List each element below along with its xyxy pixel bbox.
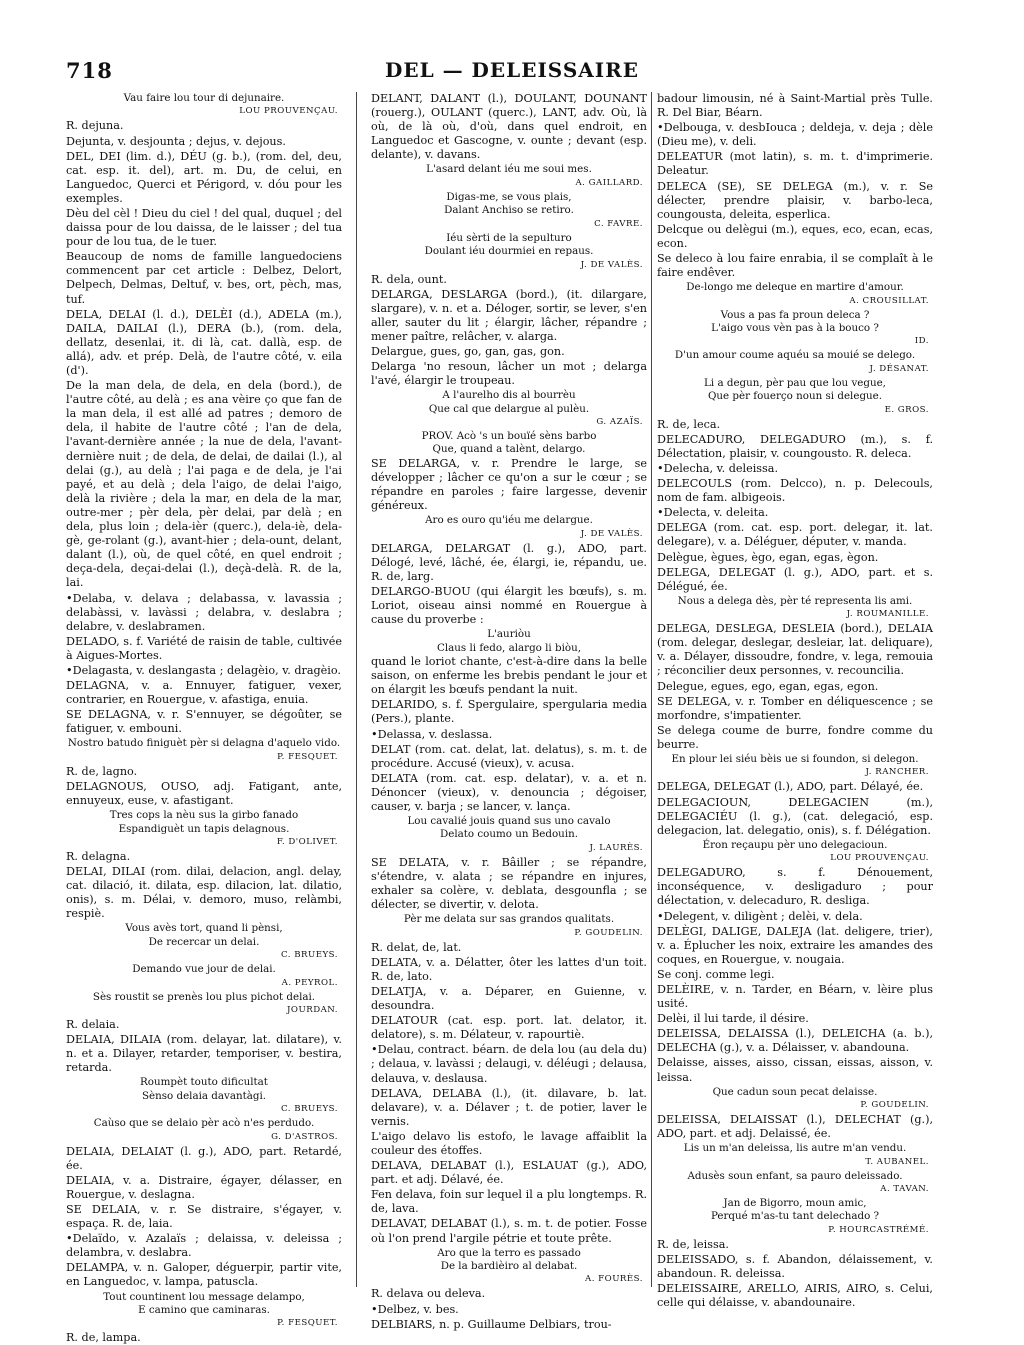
quotation-line: Que cadun soun pecat delaisse.: [712, 1085, 878, 1098]
quotation-line: Demando vue jour de delai.: [132, 963, 276, 976]
quotation-line: De recercar un delai.: [148, 935, 260, 948]
quotation-line: Que pèr fouerço noun si delegue.: [707, 390, 883, 403]
running-head: DEL — DELEISSAIRE: [384, 58, 639, 82]
quotation-line: Roumpèt touto dificultat: [140, 1076, 268, 1089]
quotation-line: Adusès soun enfant, sa pauro deleissado.: [687, 1169, 903, 1182]
quotation-line: Que cal que delargue al pulèu.: [428, 402, 590, 415]
quotation-author: J. DE VALÈS.: [580, 259, 643, 270]
dictionary-entry: DELARIDO, s. f. Spergulaire, spergularia media (Pers.), plante.: [371, 698, 647, 726]
dictionary-entry: Se conj. comme legi.: [657, 967, 775, 981]
dictionary-entry: DELEGA, DESLEGA, DESLEIA (bord.), DELAIA (rom. delegar, deslegar, desleiar, lat. deliquare), v. a. Délayer, dissoudre, fondre, v. lega, remouia ; réconcilier deux personnes, v. recouncilia.: [657, 622, 933, 678]
quotation-line: Aro es ouro qu'iéu me delargue.: [425, 514, 593, 527]
quotation-line: En plour lei siéu bèis ue si foundon, si delegon.: [671, 753, 919, 766]
quotation-line: Éron reçaupu pèr uno delegacioun.: [702, 838, 888, 851]
quotation-line: Que, quand a talènt, delargo.: [432, 443, 586, 456]
column-divider: [651, 92, 652, 1287]
dictionary-entry: •Delecta, v. deleita.: [657, 506, 769, 520]
quotation-line: D'un amour coume aquéu sa mouié se delego.: [674, 349, 916, 362]
dictionary-entry: DELEGA, DELEGAT (l. g.), ADO, part. et s. Délégué, ée.: [657, 565, 933, 593]
quotation-line: Tres cops la nèu sus la girbo fanado: [109, 809, 299, 822]
dictionary-entry: DELATOUR (cat. esp. port. lat. delator, it. delatore), s. m. Délateur, v. rapourtiè.: [371, 1014, 647, 1042]
quotation-line: E camino que caminaras.: [138, 1303, 270, 1316]
dictionary-entry: •Delegent, v. diligènt ; delèi, v. dela.: [657, 909, 863, 923]
dictionary-entry: DELEGA (rom. cat. esp. port. delegar, it. lat. delegare), v. a. Déléguer, députer, v. manda.: [657, 521, 933, 549]
quotation-line: Vau faire lou tour di dejunaire.: [123, 92, 285, 104]
quotation-author: P. GOUDELIN.: [860, 1100, 929, 1111]
dictionary-entry: DELARGA, DELARGAT (l. g.), ADO, part. Délogé, levé, lâché, ée, élargi, ie, répandu, ue. R. de, larg.: [371, 541, 647, 583]
quotation-author: A. TAVAN.: [880, 1184, 929, 1195]
dictionary-entry: R. de, leca.: [657, 417, 721, 431]
dictionary-entry: DELECA (SE), SE DELEGA (m.), v. r. Se délecter, prendre plaisir, v. barbo-leca, coungousta, deleita, esperlica.: [657, 179, 933, 221]
quotation-line: Vous avès tort, quand li pènsi,: [125, 922, 283, 935]
dictionary-entry: SE DELEGA, v. r. Tomber en déliquescence ; se morfondre, s'impatienter.: [657, 694, 933, 722]
dictionary-entry: DELBIARS, n. p. Guillaume Delbiars, trou-: [371, 1317, 612, 1331]
quotation-author: C. FAVRE.: [594, 218, 643, 229]
dictionary-entry: Delarga 'no resoun, lâcher un mot ; delarga l'avé, élargir le troupeau.: [371, 360, 647, 388]
dictionary-entry: Delargue, gues, go, gan, gas, gon.: [371, 344, 565, 358]
quotation-line: Doulant iéu dourmiei en repaus.: [424, 245, 594, 258]
dictionary-entry: R. delaia.: [66, 1018, 120, 1032]
column-right: [657, 92, 933, 1310]
quotation-line: Nostro batudo finiguèt pèr si delagna d'aquelo vido.: [67, 737, 341, 750]
quotation-author: A. FOURÈS.: [585, 1274, 643, 1285]
dictionary-entry: DELANT, DALANT (l.), DOULANT, DOUNANT (rouerg.), OULANT (querc.), LANT, adv. Où, là où, de là où, d'où, dans quel endroit, en Languedoc et Gascogne, v. ounte ; devant (esp. delante), v. davans.: [371, 92, 647, 162]
quotation-line: Vous a pas fa proun deleca ?: [720, 308, 870, 321]
quotation-line: A l'aurelho dis al bourrèu: [442, 389, 576, 402]
quotation-author: C. BRUEYS.: [280, 1104, 338, 1115]
quotation-author: J. RANCHER.: [865, 767, 929, 778]
dictionary-entry: Fen delava, foin sur lequel il a plu longtemps. R. de, lava.: [371, 1188, 647, 1216]
quotation-line: De-longo me deleque en martire d'amour.: [686, 281, 904, 294]
quotation-line: Lou cavalié jouis quand sus uno cavalo: [407, 815, 611, 828]
dictionary-entry: DELAIA, DELAIAT (l. g.), ADO, part. Retardé, ée.: [66, 1144, 342, 1172]
quotation-line: Espandiguèt un tapis delagnous.: [118, 822, 290, 835]
dictionary-entry: DELA, DELAI (l. d.), DELÈI (d.), ADELA (m.), DAILA, DAILAI (l.), DERA (b.), (rom. dela, dellatz, desenlai, it. di là, cat. dallà, esp. de allá), adv. et prép. Delà, de l'autre côté, v. eila (d').: [66, 307, 342, 377]
dictionary-entry: R. dela, ount.: [371, 272, 447, 286]
dictionary-entry: R. delava ou deleva.: [371, 1287, 486, 1301]
dictionary-entry: DELECOULS (rom. Delcco), n. p. Delecouls, nom de fam. albigeois.: [657, 477, 933, 505]
dictionary-entry: Se delega coume de burre, fondre comme du beurre.: [657, 723, 933, 751]
quotation-line: Caùso que se delaio pèr acò n'es perdudo.: [93, 1117, 315, 1130]
dictionary-entry: SE DELAIA, v. r. Se distraire, s'égayer, v. espaça. R. de, laia.: [66, 1203, 342, 1231]
quotation-line: L'aigo vous vèn pas à la bouco ?: [711, 322, 879, 335]
quotation-line: Pèr me delata sur sas grandos qualitats.: [403, 913, 615, 926]
quotation-author: J. ROUMANILLE.: [846, 609, 929, 620]
dictionary-entry: •Delbouga, v. desbIouca ; deldeja, v. deja ; dèle (Dieu me), v. deli.: [657, 121, 933, 149]
quotation-line: Aro que la terro es passado: [437, 1246, 581, 1259]
dictionary-entry: •Delagasta, v. deslangasta ; delagèio, v. dragèio.: [66, 663, 341, 677]
quotation-line: Delato coumo un Bedouin.: [439, 828, 579, 841]
quotation-author: G. D'ASTROS.: [271, 1131, 338, 1142]
dictionary-entry: DELEGA, DELEGAT (l.), ADO, part. Délayé, ée.: [657, 780, 924, 794]
quotation-author: LOU PROUVENÇAU.: [239, 106, 338, 117]
column-left: [66, 92, 342, 1345]
dictionary-entry: Dèu del cèl ! Dieu du ciel ! del qual, duquel ; del daissa pour de lou daissa, de le laisser ; del tua pour de lou tua, de le tuer.: [66, 206, 342, 249]
dictionary-entry: DELATA (rom. cat. esp. delatar), v. a. et n. Dénoncer (vieux), v. denouncia ; dégoiser, causer, v. barja ; se lancer, v. lança.: [371, 771, 647, 813]
dictionary-entry: DELEATUR (mot latin), s. m. t. d'imprimerie. Deleatur.: [657, 150, 933, 178]
dictionary-entry: DELARGA, DESLARGA (bord.), (it. dilargare, slargare), v. n. et a. Déloger, sortir, se lever, s'en aller, sauter du lit ; élargir, lâcher, répandre ; mener paître, relâcher, v. alarga.: [371, 287, 647, 343]
quotation-line: Perqué m'as-tu tant delechado ?: [710, 1210, 880, 1223]
dictionary-entry: Delcque ou delègui (m.), eques, eco, ecan, ecas, econ.: [657, 222, 933, 250]
dictionary-entry: DELECADURO, DELEGADURO (m.), s. f. Délectation, plaisir, v. coungousto. R. deleca.: [657, 432, 933, 460]
dictionary-entry: Se deleco à lou faire enrabia, il se complaît à le faire endêver.: [657, 252, 933, 280]
dictionary-entry: SE DELAGNA, v. r. S'ennuyer, se dégoûter, se fatiguer, v. embouni.: [66, 708, 342, 736]
dictionary-entry: DELATA, v. a. Délatter, ôter les lattes d'un toit. R. de, lato.: [371, 955, 647, 983]
quotation-line: Digas-me, se vous plais,: [446, 190, 572, 203]
dictionary-entry: DELARGO-BUOU (qui élargit les bœufs), s. m. Loriot, oiseau ainsi nommé en Rouergue à cause du proverbe :: [371, 584, 647, 627]
quotation-author: J. DE VALÈS.: [580, 528, 643, 539]
quotation-line: Jan de Bigorro, moun amic,: [723, 1197, 867, 1210]
dictionary-entry: De la man dela, de dela, en dela (bord.), de l'autre côté, au delà ; es ana vèire ço que fan de la man dela, il est allé ad patres ; demoro de dela, il habite de l'autre côté ; l'an de dela, l'avant-dernière année ; la nue de dela, l'avant-dernière nuit ; de dela, de delai, de dailai (l.), al delai (g.), au delà ; l'ai paga e de dela, je l'ai payé, et au delà ; dela l'aigo, de delai l'aigo, delà la rivière ; dela la mar, en dela de la mar, outre-mer ; pèr dela, pèr delai, par delà ; en dela, plus loin ; dela-ièr (querc.), dela-iè, dela-gè, ge-rolant (g.), avant-hier ; dela-ount, delant, dalant (l.), où, de quel côté, en quel endroit ; deça-dela, deçai-delai (l.), deçà-delà. R. de la, lai.: [66, 379, 342, 590]
dictionary-entry: Delaisse, aisses, aisso, cissan, eissas, aisson, v. leissa.: [657, 1056, 933, 1084]
dictionary-entry: DELAGNA, v. a. Ennuyer, fatiguer, vexer, contrarier, en Rouergue, v. afastiga, enuia.: [66, 679, 342, 707]
quotation-author: G. AZAÏS.: [596, 417, 643, 428]
quotation-author: JOURDAN.: [286, 1005, 338, 1016]
dictionary-entry: •Delassa, v. deslassa.: [371, 727, 493, 741]
dictionary-entry: DELAMPA, v. n. Galoper, déguerpir, partir vite, en Languedoc, v. lampa, patuscla.: [66, 1261, 342, 1289]
dictionary-entry: DELAVA, DELABA (l.), (it. dilavare, b. lat. delavare), v. a. Délaver ; t. de potier, laver le vernis.: [371, 1086, 647, 1128]
dictionary-entry: DELAGNOUS, OUSO, adj. Fatigant, ante, ennuyeux, euse, v. afastigant.: [66, 779, 342, 808]
quotation-line: Tout countinent lou message delampo,: [103, 1290, 305, 1303]
dictionary-entry: DELAI, DILAI (rom. dilai, delacion, angl. delay, cat. dilació, it. dilata, esp. dilacion, lat. dilatio, onis), s. m. Délai, v. demoro, muso, relàmbi, respiè.: [66, 865, 342, 921]
dictionary-entry: Beaucoup de noms de famille languedociens commencent par cet article : Delbez, Delort, Delpech, Delmas, Deltuf, v. bes, ort, pèch, mas, tuf.: [66, 250, 342, 306]
quotation-author: P. FESQUET.: [277, 1318, 338, 1329]
quotation-author: LOU PROUVENÇAU.: [830, 853, 929, 864]
dictionary-entry: DELAT (rom. cat. delat, lat. delatus), s. m. t. de procédure. Accusé (vieux), v. acusa.: [371, 742, 647, 770]
quotation-line: De la bardièiro al delabat.: [440, 1260, 578, 1273]
dictionary-entry: DELEISSA, DELAISSA (l.), DELEICHA (a. b.), DELECHA (g.), v. a. Délaisser, v. abandouna.: [657, 1027, 933, 1055]
dictionary-entry: DELATJA, v. a. Déparer, en Guienne, v. desoundra.: [371, 984, 647, 1013]
column-divider: [356, 92, 357, 1287]
dictionary-entry: •Delecha, v. deleissa.: [657, 461, 779, 475]
quotation-author: T. AUBANEL.: [865, 1156, 929, 1167]
quotation-line: L'auriòu: [487, 628, 531, 641]
dictionary-entry: •Delau, contract. béarn. de dela lou (au dela du) ; delaua, v. lavàssi ; delaugi, v. déléugi ; delausa, delauva, v. deslausa.: [371, 1043, 647, 1085]
quotation-author: J. DÉSANAT.: [869, 363, 929, 374]
dictionary-entry: DELAIA, DILAIA (rom. delayar, lat. dilatare), v. n. et a. Dilayer, retarder, temporiser, v. bestira, retarda.: [66, 1033, 342, 1075]
dictionary-entry: DELÈIRE, v. n. Tarder, en Béarn, v. lèire plus usité.: [657, 982, 933, 1011]
dictionary-entry: DELEISSAIRE, ARELLO, AIRIS, AIRO, s. Celui, celle qui délaisse, v. abandounaire.: [657, 1282, 933, 1310]
page-number: 718: [66, 58, 113, 83]
dictionary-entry: DELAVA, DELABAT (l.), ESLAUAT (g.), ADO, part. et adj. Délavé, ée.: [371, 1159, 647, 1187]
dictionary-entry: R. de, leissa.: [657, 1237, 729, 1251]
dictionary-entry: SE DELATA, v. r. Bâiller ; se répandre, s'étendre, v. alata ; se répandre en injures, exhaler sa colère, v. deblata, desgounfla ; se délecter, se divertir, v. delota.: [371, 855, 647, 912]
dictionary-entry: DELEGADURO, s. f. Dénouement, inconséquence, v. desligaduro ; pour délectation, v. delecaduro, R. desliga.: [657, 866, 933, 908]
dictionary-entry: Delegue, egues, ego, egan, egas, egon.: [657, 679, 879, 693]
dictionary-entry: DELEGACIOUN, DELEGACIEN (m.), DELEGACIÉU (l. g.), (cat. delegació, esp. delegacion, lat. delegatio, onis), s. f. Délégation.: [657, 795, 933, 837]
quotation-line: Sènso delaia davantàgi.: [141, 1089, 267, 1102]
dictionary-entry: •Delbez, v. bes.: [371, 1302, 459, 1316]
dictionary-entry: SE DELARGA, v. r. Prendre le large, se développer ; lâcher ce qu'on a sur le cœur ; se répandre en paroles ; faire largesse, devenir généreux.: [371, 456, 647, 513]
dictionary-entry: R. de, lagno.: [66, 764, 138, 778]
dictionary-entry: DELADO, s. f. Variété de raisin de table, cultivée à Aigues-Mortes.: [66, 634, 342, 662]
dictionary-entry: DELEISSADO, s. f. Abandon, délaissement, v. abandoun. R. deleissa.: [657, 1252, 933, 1281]
dictionary-entry: •Delaba, v. delava ; delabassa, v. lavassia ; delabàssi, v. lavàssi ; delabra, v. deslabra ; delabre, v. deslabramen.: [66, 591, 342, 633]
dictionary-entry: DEL, DEI (lim. d.), DÉU (g. b.), (rom. del, deu, cat. esp. it. del), art. m. Du, de celui, en Languedoc, Querci et Périgord, v. dóu pour les exemples.: [66, 149, 342, 205]
quotation-line: Claus li fedo, alargo li biòu,: [436, 641, 581, 654]
quotation-line: Sès roustit se prenès lou plus pichot delai.: [92, 990, 316, 1003]
dictionary-entry: DELAIA, v. a. Distraire, égayer, délasser, en Rouergue, v. deslagna.: [66, 1173, 342, 1201]
quotation-author: P. GOUDELIN.: [574, 927, 643, 938]
dictionary-entry: Delèi, il lui tarde, il désire.: [657, 1012, 809, 1026]
dictionary-entry: DELEISSA, DELAISSAT (l.), DELECHAT (g.), ADO, part. et adj. Delaissé, ée.: [657, 1113, 933, 1141]
dictionary-entry: Dejunta, v. desjounta ; dejus, v. dejous.: [66, 134, 286, 148]
quotation-line: Nous a delega dès, pèr té representa lis ami.: [677, 594, 913, 607]
dictionary-entry: R. de, lampa.: [66, 1331, 141, 1345]
quotation-author: ID.: [914, 336, 929, 347]
quotation-line: PROV. Acò 's un bouïé sèns barbo: [421, 430, 597, 443]
dictionary-entry: •Delaïdo, v. Azalaïs ; delaissa, v. deleissa ; delambra, v. deslabra.: [66, 1232, 342, 1260]
dictionary-entry: badour limousin, né à Saint-Martial près Tulle. R. Del Biar, Béarn.: [657, 92, 933, 120]
dictionary-entry: R. dejuna.: [66, 119, 124, 133]
quotation-author: P. HOURCASTRÉMÉ.: [828, 1224, 929, 1235]
column-middle: [371, 92, 647, 1331]
dictionary-entry: Delègue, ègues, ègo, egan, egas, ègon.: [657, 550, 879, 564]
quotation-author: P. FESQUET.: [277, 751, 338, 762]
dictionary-entry: R. delat, de, lat.: [371, 940, 462, 954]
quotation-line: Iéu sèrti de la sepulturo: [446, 231, 572, 244]
quotation-author: A. GAILLARD.: [575, 177, 643, 188]
dictionary-entry: quand le loriot chante, c'est-à-dire dans la belle saison, on enferme les brebis pendant le jour et on élargit les bœufs pendant la nuit.: [371, 655, 647, 697]
quotation-line: L'asard delant iéu me soui mes.: [426, 163, 592, 176]
dictionary-entry: DELAVAT, DELABAT (l.), s. m. t. de potier. Fosse où l'on prend l'argile pétrie et toute prête.: [371, 1217, 647, 1245]
quotation-author: E. GROS.: [884, 404, 929, 415]
quotation-author: J. LAURÈS.: [589, 842, 643, 853]
quotation-line: Dalant Anchiso se retiro.: [444, 204, 574, 217]
quotation-author: A. PEYROL.: [281, 977, 338, 988]
dictionary-entry: R. delagna.: [66, 849, 131, 863]
quotation-author: F. D'OLIVET.: [276, 836, 338, 847]
quotation-author: C. BRUEYS.: [280, 950, 338, 961]
quotation-author: A. CROUSILLAT.: [849, 295, 929, 306]
quotation-line: Lis un m'an deleissa, lis autre m'an vendu.: [683, 1142, 907, 1155]
dictionary-entry: DELÈGI, DALIGE, DALEJA (lat. deligere, trier), v. a. Éplucher les noix, extraire les amandes des coques, en Rouergue, v. nougaia.: [657, 924, 933, 966]
dictionary-entry: L'aigo delavo lis estofo, le lavage affaiblit la couleur des étoffes.: [371, 1129, 647, 1157]
quotation-line: Li a degun, pèr pau que lou vegue,: [704, 376, 886, 389]
